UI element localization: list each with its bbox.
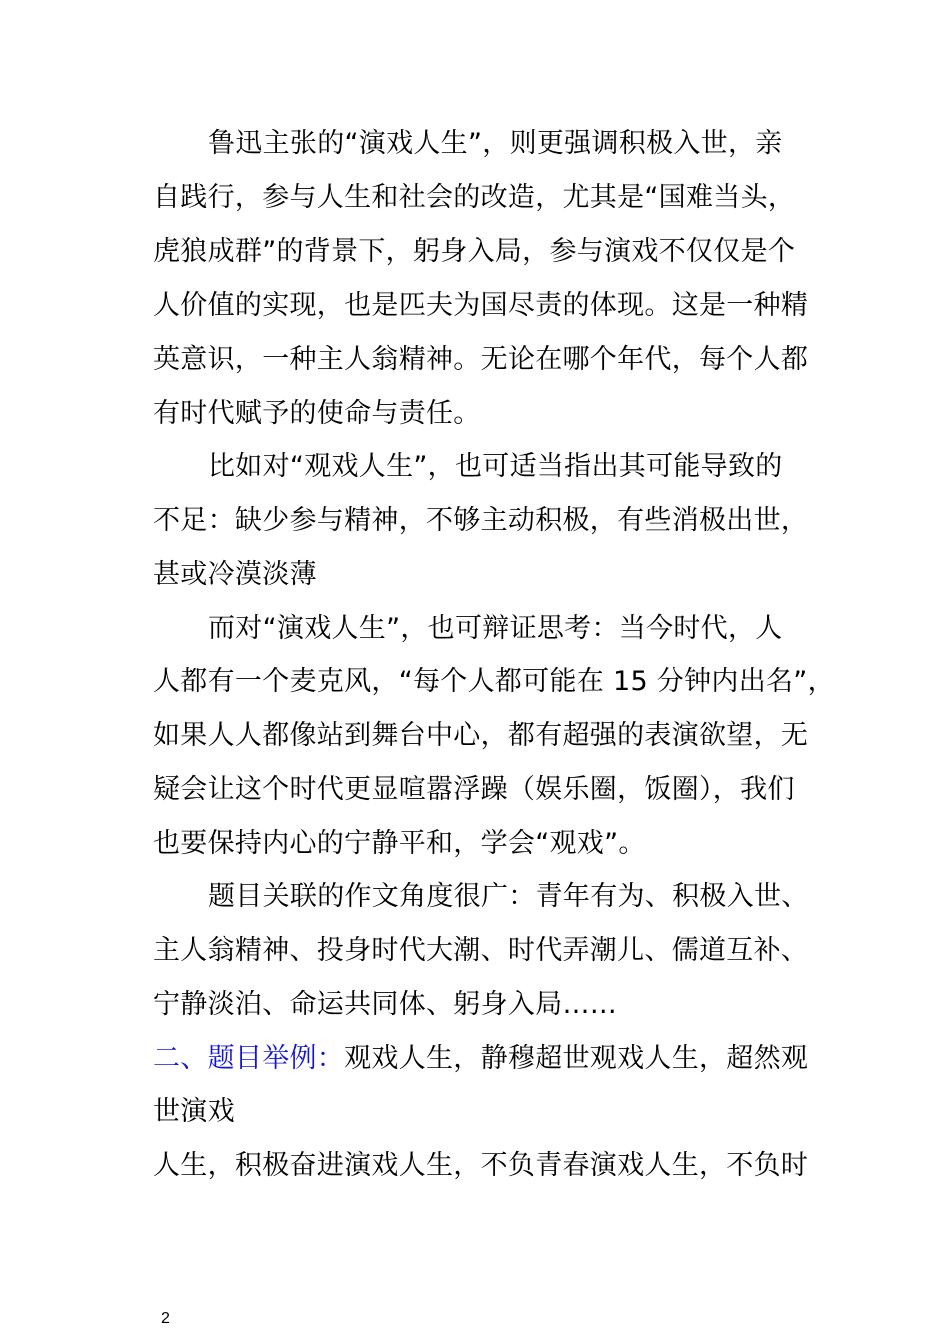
section-line: 世演戏 — [153, 1096, 235, 1127]
paragraph-line: 鲁迅主张的“演戏人生”，则更强调积极入世，亲 — [208, 128, 783, 159]
paragraph-line: 比如对“观戏人生”，也可适当指出其可能导致的 — [208, 451, 783, 482]
paragraph-line: 人价值的实现，也是匹夫为国尽责的体现。这是一种精 — [153, 290, 809, 321]
paragraph-line: 自践行，参与人生和社会的改造，尤其是“国难当头， — [153, 182, 796, 213]
paragraph-line: 虎狼成群”的背景下，躬身入局，参与演戏不仅仅是个 — [153, 236, 796, 267]
paragraph-line: 不足：缺少参与精神，不够主动积极，有些消极出世， — [153, 505, 809, 536]
paragraph-line: 而对“演戏人生”，也可辩证思考：当今时代，人 — [208, 613, 783, 644]
paragraph-line: 人都有一个麦克风，“每个人都可能在 15 分钟内出名”， — [153, 666, 835, 697]
paragraph-line: 如果人人都像站到舞台中心，都有超强的表演欲望，无 — [153, 720, 809, 751]
paragraph-line: 英意识，一种主人翁精神。无论在哪个年代，每个人都 — [153, 344, 809, 375]
paragraph-line: 甚或冷漠淡薄 — [153, 559, 317, 590]
paragraph-line: 疑会让这个时代更显喧嚣浮躁（娱乐圈，饭圈），我们 — [153, 774, 795, 805]
paragraph-line: 宁静淡泊、命运共同体、躬身入局…… — [153, 989, 618, 1020]
paragraph-line: 也要保持内心的宁静平和，学会“观戏”。 — [153, 828, 646, 859]
page-number: 2 — [161, 1310, 170, 1327]
paragraph-line: 主人翁精神、投身时代大潮、时代弄潮儿、儒道互补、 — [153, 935, 809, 966]
section-label: 二、题目举例： — [153, 1043, 345, 1074]
section-first-line-text: 观戏人生，静穆超世观戏人生，超然观 — [344, 1043, 809, 1074]
section-heading-line — [153, 1042, 808, 1076]
paragraph-line: 题目关联的作文角度很广：青年有为、积极入世、 — [208, 881, 809, 912]
paragraph-line: 有时代赋予的使命与责任。 — [153, 398, 481, 429]
section-line: 人生，积极奋进演戏人生，不负青春演戏人生，不负时 — [153, 1150, 809, 1181]
